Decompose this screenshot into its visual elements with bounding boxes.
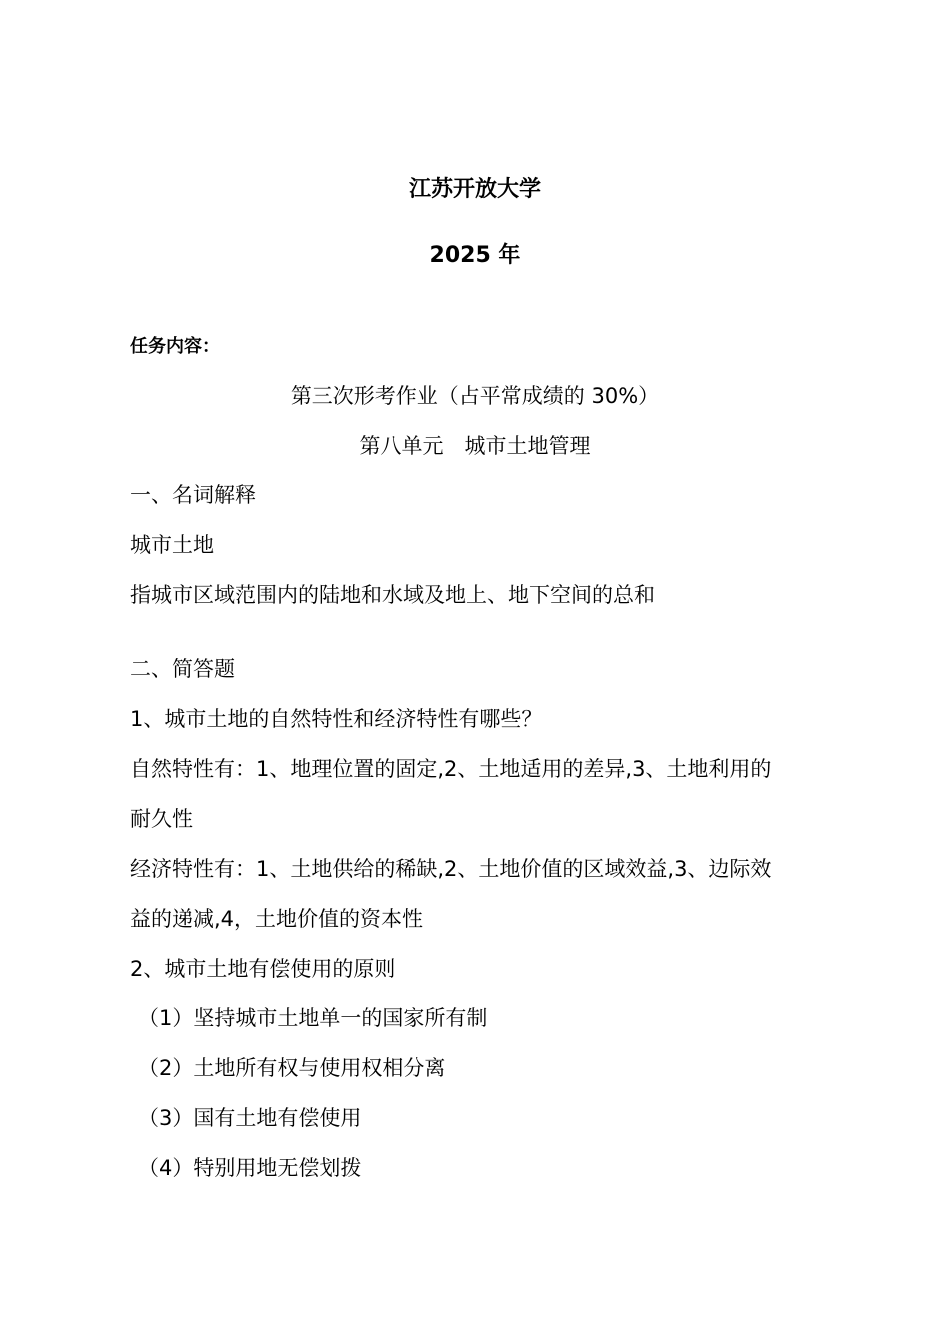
principle-item: （4）特别用地无偿划拨 [138, 1156, 362, 1180]
term-definition: 指城市区域范围内的陆地和水域及地上、地下空间的总和 [130, 583, 655, 607]
question-1: 1、城市土地的自然特性和经济特性有哪些？ [130, 707, 543, 731]
principle-item: （2）土地所有权与使用权相分离 [138, 1056, 446, 1080]
section1-heading: 一、名词解释 [130, 483, 256, 507]
university-title: 江苏开放大学 [408, 177, 541, 202]
principle-item: （1）坚持城市土地单一的国家所有制 [138, 1006, 488, 1030]
unit-title: 第八单元 城市土地管理 [359, 434, 591, 458]
economic-traits-line-1: 经济特性有：1、土地供给的稀缺,2、土地价值的区域效益,3、边际效 [130, 857, 772, 881]
term-name: 城市土地 [130, 533, 214, 557]
natural-traits-line-1: 自然特性有：1、地理位置的固定,2、土地适用的差异,3、土地利用的 [130, 757, 772, 781]
year-title: 2025 年 [429, 243, 521, 268]
principle-item: （3）国有土地有偿使用 [138, 1106, 362, 1130]
economic-traits-line-2: 益的递减,4，土地价值的资本性 [130, 907, 424, 931]
assignment-title: 第三次形考作业（占平常成绩的 30%） [290, 384, 660, 408]
question-2: 2、城市土地有偿使用的原则 [130, 957, 396, 981]
section2-heading: 二、简答题 [130, 657, 235, 681]
task-label: 任务内容： [130, 336, 220, 357]
natural-traits-line-2: 耐久性 [130, 807, 193, 831]
